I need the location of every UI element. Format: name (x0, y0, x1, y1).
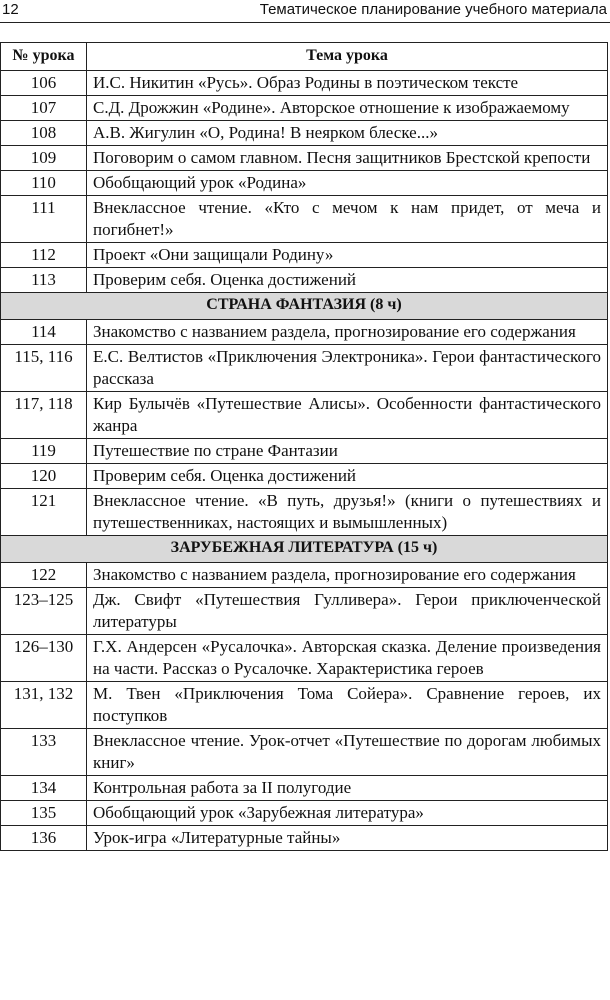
lesson-topic: Внеклассное чтение. Урок-отчет «Путешествие по дорогам любимых книг» (87, 729, 608, 776)
lesson-topic: Знакомство с названием раздела, прогнозирование его содержания (87, 320, 608, 345)
table-row (1, 635, 608, 682)
lesson-number: 131, 132 (1, 682, 87, 729)
lesson-topic: Обобщающий урок «Родина» (87, 171, 608, 196)
running-title: Тематическое планирование учебного материала (259, 1, 607, 18)
lesson-number: 117, 118 (1, 392, 87, 439)
lesson-number: 135 (1, 801, 87, 826)
page-number: 12 (2, 1, 19, 18)
lesson-number: 108 (1, 121, 87, 146)
lesson-topic: Поговорим о самом главном. Песня защитников Брестской крепости (87, 146, 608, 171)
table-row (1, 439, 608, 464)
lesson-topic: Контрольная работа за II полугодие (87, 776, 608, 801)
table-row (1, 729, 608, 776)
lesson-number: 136 (1, 826, 87, 851)
table-row (1, 320, 608, 345)
lesson-number: 114 (1, 320, 87, 345)
lesson-number: 113 (1, 268, 87, 293)
lesson-number: 119 (1, 439, 87, 464)
lesson-number: 134 (1, 776, 87, 801)
lesson-topic: Проверим себя. Оценка достижений (87, 464, 608, 489)
lesson-topic: Путешествие по стране Фантазии (87, 439, 608, 464)
lesson-number: 123–125 (1, 588, 87, 635)
lesson-topic: И.С. Никитин «Русь». Образ Родины в поэтическом тексте (87, 71, 608, 96)
table-row (1, 826, 608, 851)
lesson-number: 121 (1, 489, 87, 536)
lesson-topic: Е.С. Велтистов «Приключения Электроника». Герои фантастического рассказа (87, 345, 608, 392)
lesson-topic: А.В. Жигулин «О, Родина! В неярком блеске...» (87, 121, 608, 146)
section-title: ЗАРУБЕЖНАЯ ЛИТЕРАТУРА (15 ч) (1, 536, 608, 563)
lesson-number: 122 (1, 563, 87, 588)
table-row (1, 588, 608, 635)
lesson-number: 110 (1, 171, 87, 196)
lesson-topic: Обобщающий урок «Зарубежная литература» (87, 801, 608, 826)
table-header-row (1, 43, 608, 71)
lesson-topic: Внеклассное чтение. «В путь, друзья!» (книги о путешествиях и путешественниках, настоящих и вымышленных) (87, 489, 608, 536)
table-row (1, 196, 608, 243)
section-header-row (1, 293, 608, 320)
lesson-number: 126–130 (1, 635, 87, 682)
table-row (1, 243, 608, 268)
page-header (0, 0, 610, 23)
lesson-plan-table (0, 42, 608, 851)
column-header-topic: Тема урока (87, 43, 608, 71)
lesson-number: 111 (1, 196, 87, 243)
lesson-topic: Знакомство с названием раздела, прогнозирование его содержания (87, 563, 608, 588)
table-row (1, 776, 608, 801)
lesson-topic: Дж. Свифт «Путешествия Гулливера». Герои приключенческой литературы (87, 588, 608, 635)
lesson-topic: Проверим себя. Оценка достижений (87, 268, 608, 293)
lesson-topic: Кир Булычёв «Путешествие Алисы». Особенности фантастического жанра (87, 392, 608, 439)
lesson-number: 112 (1, 243, 87, 268)
table-row (1, 563, 608, 588)
table-body (1, 71, 608, 851)
table-row (1, 682, 608, 729)
table-row (1, 345, 608, 392)
lesson-topic: М. Твен «Приключения Тома Сойера». Сравнение героев, их поступков (87, 682, 608, 729)
table-row (1, 464, 608, 489)
table-row (1, 489, 608, 536)
table-row (1, 121, 608, 146)
lesson-topic: Внеклассное чтение. «Кто с мечом к нам придет, от меча и погибнет!» (87, 196, 608, 243)
lesson-topic: Г.Х. Андерсен «Русалочка». Авторская сказка. Деление произведения на части. Рассказ о Русалочке. Характеристика героев (87, 635, 608, 682)
lesson-number: 106 (1, 71, 87, 96)
lesson-topic: С.Д. Дрожжин «Родине». Авторское отношение к изображаемому (87, 96, 608, 121)
lesson-topic: Проект «Они защищали Родину» (87, 243, 608, 268)
table-row (1, 801, 608, 826)
section-title: СТРАНА ФАНТАЗИЯ (8 ч) (1, 293, 608, 320)
table-row (1, 146, 608, 171)
lesson-number: 109 (1, 146, 87, 171)
table-row (1, 71, 608, 96)
section-header-row (1, 536, 608, 563)
lesson-number: 115, 116 (1, 345, 87, 392)
column-header-number: № урока (1, 43, 87, 71)
table-row (1, 171, 608, 196)
table-row (1, 268, 608, 293)
lesson-topic: Урок-игра «Литературные тайны» (87, 826, 608, 851)
lesson-number: 120 (1, 464, 87, 489)
lesson-number: 133 (1, 729, 87, 776)
table-row (1, 96, 608, 121)
lesson-number: 107 (1, 96, 87, 121)
table-row (1, 392, 608, 439)
